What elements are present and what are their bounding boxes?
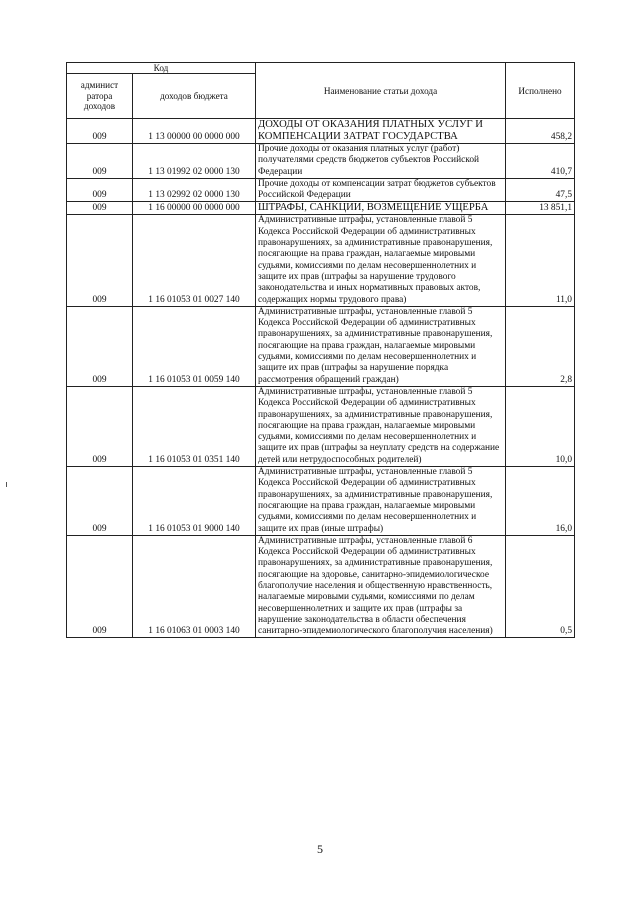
income-code-cell: 1 13 00000 00 0000 000	[133, 119, 256, 144]
header-code: Код	[67, 63, 256, 74]
admin-code-cell: 009	[67, 535, 133, 638]
admin-code-cell: 009	[67, 178, 133, 202]
admin-code-cell: 009	[67, 119, 133, 144]
income-table	[66, 62, 575, 638]
table-row	[67, 215, 575, 306]
income-name-cell: Административные штрафы, установленные главой 5 Кодекса Российской Федерации об административных правонарушениях, за административные правонарушения, посягающие на права граждан, налагаемые мировыми судьями, комиссиями по делам несовершеннолетних и защите их прав (штрафы за нарушение трудового законодательства и иных нормативных правовых актов, содержащих нормы трудового права)	[256, 215, 506, 306]
income-name-cell: Административные штрафы, установленные главой 5 Кодекса Российской Федерации об административных правонарушениях, за административные правонарушения, посягающие на права граждан, налагаемые мировыми судьями, комиссиями по делам несовершеннолетних и защите их прав (иные штрафы)	[256, 467, 506, 536]
header-income-code: доходов бюджета	[133, 74, 256, 119]
executed-amount-cell: 16,0	[506, 467, 575, 536]
income-name-cell: Прочие доходы от оказания платных услуг (работ) получателями средств бюджетов субъектов Российской Федерации	[256, 144, 506, 179]
table-row	[67, 535, 575, 638]
scan-mark	[6, 482, 7, 487]
header-executed: Исполнено	[506, 63, 575, 119]
income-code-cell: 1 16 01053 01 0351 140	[133, 386, 256, 466]
header-name: Наименование статьи дохода	[256, 63, 506, 119]
page-number: 5	[317, 842, 323, 856]
income-code-cell: 1 16 01053 01 0027 140	[133, 215, 256, 306]
header-row-top	[67, 63, 575, 74]
header-administrator: админист ратора доходов	[67, 74, 133, 119]
admin-code-cell: 009	[67, 467, 133, 536]
admin-code-cell: 009	[67, 306, 133, 386]
income-name-cell: Административные штрафы, установленные главой 5 Кодекса Российской Федерации об административных правонарушениях, за административные правонарушения, посягающие на права граждан, налагаемые мировыми судьями, комиссиями по делам несовершеннолетних и защите их прав (штрафы за нарушение порядка рассмотрения обращений граждан)	[256, 306, 506, 386]
table-row	[67, 119, 575, 144]
table-row	[67, 306, 575, 386]
executed-amount-cell: 458,2	[506, 119, 575, 144]
income-name-cell: Прочие доходы от компенсации затрат бюджетов субъектов Российской Федерации	[256, 178, 506, 202]
income-code-cell: 1 16 01053 01 9000 140	[133, 467, 256, 536]
executed-amount-cell: 13 851,1	[506, 202, 575, 215]
admin-code-cell: 009	[67, 144, 133, 179]
admin-code-cell: 009	[67, 386, 133, 466]
executed-amount-cell: 47,5	[506, 178, 575, 202]
admin-code-cell: 009	[67, 202, 133, 215]
income-name-cell: Административные штрафы, установленные главой 5 Кодекса Российской Федерации об административных правонарушениях, за административные правонарушения, посягающие на права граждан, налагаемые мировыми судьями, комиссиями по делам несовершеннолетних и защите их прав (штрафы за неуплату средств на содержание детей или нетрудоспособных родителей)	[256, 386, 506, 466]
table-row	[67, 386, 575, 466]
income-code-cell: 1 16 01063 01 0003 140	[133, 535, 256, 638]
table-row	[67, 202, 575, 215]
admin-code-cell: 009	[67, 215, 133, 306]
table-row	[67, 144, 575, 179]
executed-amount-cell: 0,5	[506, 535, 575, 638]
income-name-cell: Административные штрафы, установленные главой 6 Кодекса Российской Федерации об административных правонарушениях, за административные правонарушения, посягающие на здоровье, санитарно-эпидемиологическое благополучие населения и общественную нравственность, налагаемые мировыми судьями, комиссиями по делам несовершеннолетних и защите их прав (штрафы за нарушение законодательства в области обеспечения санитарно-эпидемиологического благополучия населения)	[256, 535, 506, 638]
income-code-cell: 1 13 01992 02 0000 130	[133, 144, 256, 179]
table-row	[67, 467, 575, 536]
table-row	[67, 178, 575, 202]
executed-amount-cell: 410,7	[506, 144, 575, 179]
income-code-cell: 1 16 00000 00 0000 000	[133, 202, 256, 215]
executed-amount-cell: 10,0	[506, 386, 575, 466]
income-name-cell: ДОХОДЫ ОТ ОКАЗАНИЯ ПЛАТНЫХ УСЛУГ И КОМПЕНСАЦИИ ЗАТРАТ ГОСУДАРСТВА	[256, 119, 506, 144]
income-name-cell: ШТРАФЫ, САНКЦИИ, ВОЗМЕЩЕНИЕ УЩЕРБА	[256, 202, 506, 215]
executed-amount-cell: 11,0	[506, 215, 575, 306]
income-code-cell: 1 13 02992 02 0000 130	[133, 178, 256, 202]
executed-amount-cell: 2,8	[506, 306, 575, 386]
income-code-cell: 1 16 01053 01 0059 140	[133, 306, 256, 386]
